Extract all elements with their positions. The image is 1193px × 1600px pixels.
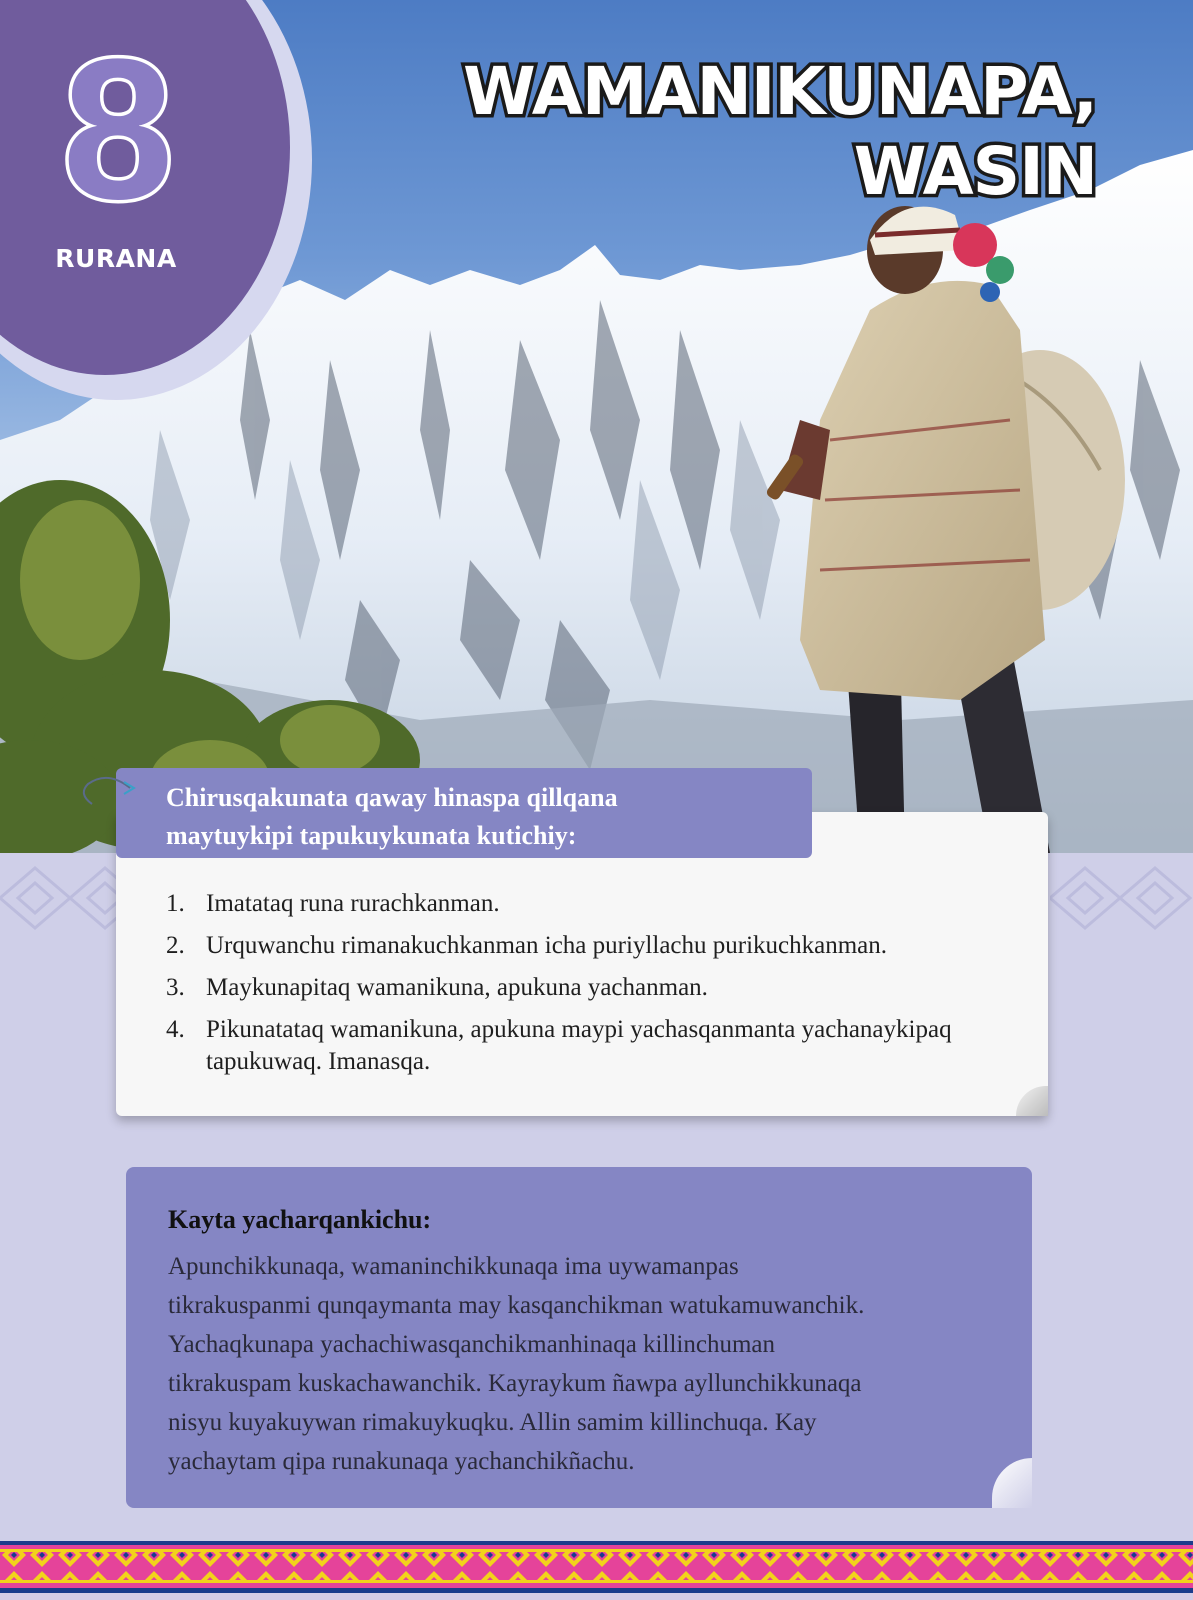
- list-item: [166, 972, 1026, 1004]
- info-card-heading: Kayta yacharqankichu:: [168, 1205, 432, 1234]
- question-header-line-2: maytuykipi tapukuykunata kutichiy:: [166, 821, 577, 850]
- lesson-label: RURANA: [55, 244, 177, 273]
- page-title-line-2: WASIN: [853, 133, 1097, 210]
- left-diamond-ornament: [0, 858, 116, 938]
- question-header-line-1: Chirusqakunata qaway hinaspa qillqana: [166, 783, 618, 812]
- right-diamond-ornament: [1050, 858, 1193, 938]
- info-card-line: Yachaqkunapa yachachiwasqanchikmanhinaqa killinchuman: [168, 1331, 775, 1358]
- list-item: [166, 1014, 1026, 1078]
- list-item-number: 3.: [166, 974, 185, 1001]
- list-item: [166, 930, 1026, 962]
- question-list: [166, 888, 1026, 1088]
- list-item-text: Pikunatataq wamanikuna, apukuna maypi yachasqanmanta yachanaykipaq tapukuwaq. Imanasqa.: [206, 1016, 952, 1075]
- list-item-number: 2.: [166, 932, 185, 959]
- info-card-line: tikrakuspam kuskachawanchik. Kayraykum ñawpa ayllunchikkunaqa: [168, 1370, 862, 1397]
- list-item-text: Maykunapitaq wamanikuna, apukuna yachanman.: [206, 974, 708, 1001]
- page-title: [463, 52, 1097, 212]
- page-title-line-1: WAMANIKUNAPA,: [462, 53, 1097, 130]
- info-card: [126, 1167, 1032, 1508]
- info-card-line: tikrakuspanmi qunqaymanta may kasqanchikman watukamuwanchik.: [168, 1292, 865, 1319]
- info-card-line: Apunchikkunaqa, wamaninchikkunaqa ima uywamanpas: [168, 1253, 739, 1280]
- woven-pattern-border: [0, 1541, 1193, 1600]
- list-item-number: 1.: [166, 890, 185, 917]
- question-header: [116, 768, 812, 858]
- info-card-line: nisyu kuyakuywan rimakuykuqku. Allin samim killinchuqa. Kay: [168, 1409, 817, 1436]
- list-item-number: 4.: [166, 1016, 185, 1043]
- list-item: [166, 888, 1026, 920]
- curved-arrow-icon: [78, 774, 138, 814]
- list-item-text: Imatataq runa rurachkanman.: [206, 890, 500, 917]
- info-card-line: yachaytam qipa runakunaqa yachanchikñachu.: [168, 1448, 635, 1475]
- lesson-number: 8: [62, 18, 174, 241]
- list-item-text: Urquwanchu rimanakuchkanman icha puriyllachu purikuchkanman.: [206, 932, 888, 959]
